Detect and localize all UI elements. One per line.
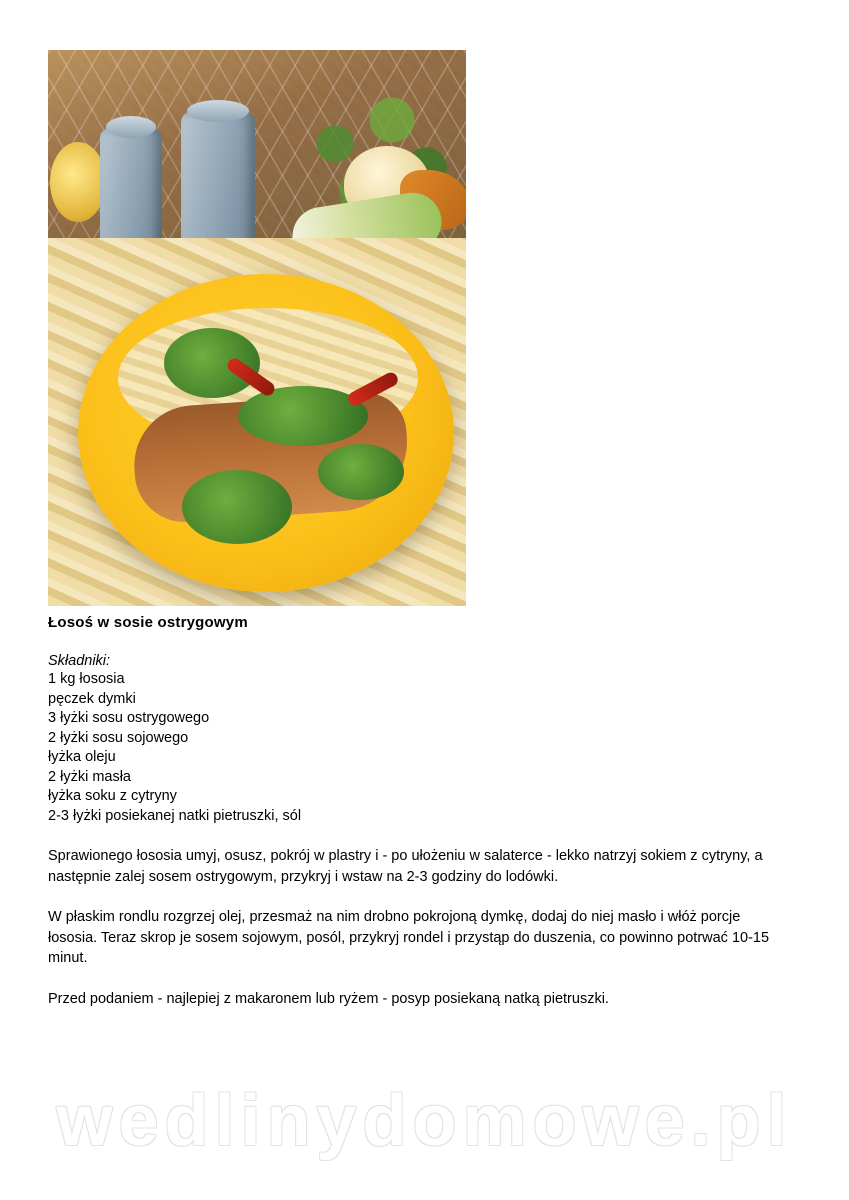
recipe-title: Łosoś w sosie ostrygowym	[48, 614, 248, 631]
list-item: 2 łyżki sosu sojowego	[48, 729, 189, 746]
list-item: 2-3 łyżki posiekanej natki pietruszki, sól	[48, 807, 302, 824]
list-item: łyżka soku z cytryny	[48, 788, 177, 804]
parsley-garnish	[182, 470, 292, 544]
list-item: pęczek dymki	[48, 690, 136, 707]
instruction-paragraph: Sprawionego łososia umyj, osusz, pokrój w plastry i - po ułożeniu w salaterce - lekko natrzyj sokiem z cytryny, a następnie zalej sosem ostrygowym, przykryj i wstaw na 2-3 godziny do lodówki.	[48, 848, 763, 885]
parsley-garnish	[164, 328, 260, 398]
yellow-plate	[78, 274, 454, 592]
instruction-paragraph: W płaskim rondlu rozgrzej olej, przesmaż na nim drobno pokrojoną dymkę, dodaj do niej masło i włóż porcje łososia. Teraz skrop je sosem sojowym, posól, przykryj rondel i przystąp do duszenia, co powinno potrwać 10-15 minut.	[48, 909, 770, 966]
shaker-cap	[187, 100, 249, 122]
list-item: 3 łyżki sosu ostrygowego	[48, 710, 210, 726]
watermark: wedlinydomowe.pl	[56, 1081, 793, 1161]
ingredients-list	[48, 670, 808, 826]
list-item: łyżka oleju	[48, 749, 116, 765]
list-item: 2 łyżki masła	[48, 768, 131, 785]
parsley-garnish	[318, 444, 404, 500]
list-item: 1 kg łososia	[48, 671, 125, 687]
lemon-slice	[50, 142, 106, 222]
shaker-cap	[106, 116, 156, 138]
salmon-dish-photo	[48, 50, 466, 606]
document-content	[48, 50, 808, 1024]
spacer	[48, 631, 808, 653]
ingredients-heading: Składniki:	[48, 653, 111, 669]
instruction-paragraph: Przed podaniem - najlepiej z makaronem lub ryżem - posyp posiekaną natką pietruszki.	[48, 990, 609, 1007]
